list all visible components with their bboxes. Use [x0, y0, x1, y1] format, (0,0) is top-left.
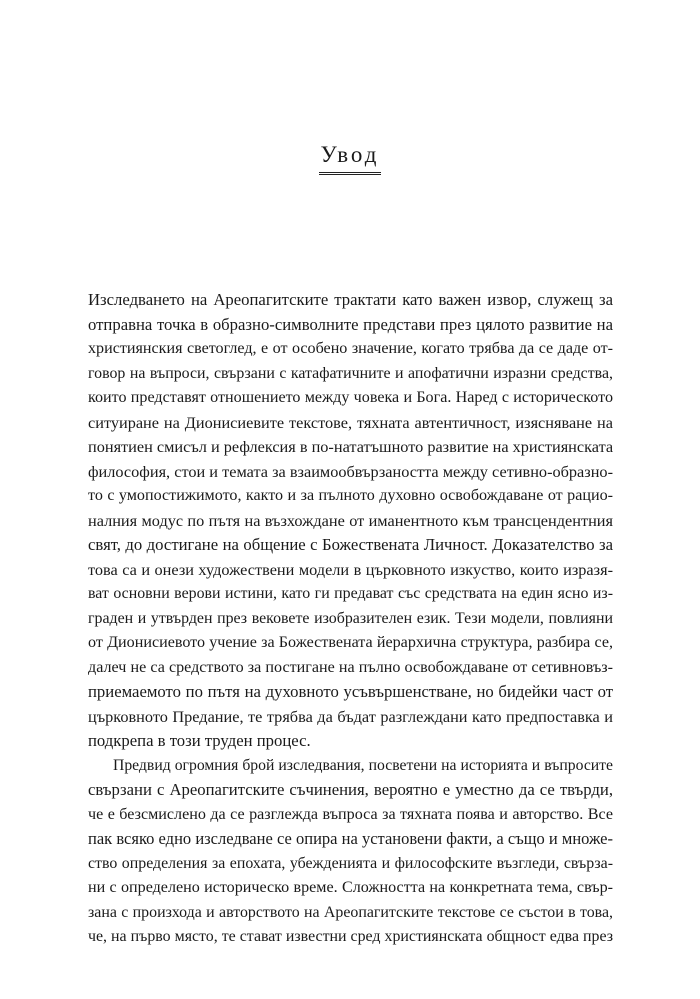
text-line: Предвид огромния брой изследвания, посветени на историята и въпросите — [113, 756, 613, 774]
body-text — [88, 288, 613, 950]
text-line: свят, до достигане на общение с Божествената Личност. Доказателство за — [88, 535, 613, 554]
text-line: понятиен смисъл и рефлексия в по-нататъшното развитие на християнската — [88, 437, 614, 456]
text-line: църковното Предание, те трябва да бъдат разглеждани като предпоставка и — [88, 706, 613, 726]
text-line: философия, стои и темата за взаимообвързаността между сетивно-образно- — [88, 461, 613, 481]
text-line: Изследването на Ареопагитските трактати като важен извор, служещ за — [88, 290, 613, 309]
text-line: свързани с Ареопагитските съчинения, вероятно е уместно да се твърди, — [88, 780, 613, 799]
text-line: отправна точка в образно-символните представи през цялото развитие на — [88, 314, 613, 334]
text-line: далеч не са средството за постигане на пълно освобождаване от сетивновъз- — [88, 658, 613, 676]
text-line: приемаемото по пътя на духовното усъвършенстване, но бидейки част от — [88, 682, 613, 701]
text-line: ват основни верови истини, като ги предават със средствата на един ясно из- — [88, 585, 613, 602]
text-line: говор на въпроси, свързани с катафатичните и апофатични изразни средства, — [88, 364, 613, 382]
text-line: ство определения за епохата, убежденията и философските възгледи, свърза- — [88, 854, 613, 872]
text-line: че е безсмислено да се разглежда въпроса за тяхната поява и авторство. Все — [88, 805, 613, 823]
chapter-title-text: Увод — [319, 141, 382, 175]
text-line: зана с произхода и авторството на Ареопагитските текстове се състои в това, — [88, 903, 613, 921]
text-line: то с умопостижимото, както и за пълното духовно освобождаване от рацио- — [88, 487, 613, 504]
text-line: налния модус по пътя на възхождане от иманентното към трансцендентния — [88, 510, 613, 530]
text-line: граден и утвърден през вековете изобразителен език. Тези модели, повлияни — [88, 609, 613, 627]
text-line: пак всяко едно изследване се опира на установени факти, а също и множе- — [88, 829, 613, 848]
text-line: че, на първо място, те стават известни сред християнската общност едва през — [88, 928, 613, 945]
text-line: ситуиране на Дионисиевите текстове, тяхната автентичност, изясняване на — [88, 412, 613, 432]
text-line: това са и онези художествени модели в църковното изкуство, които изразя- — [88, 559, 613, 579]
paragraph-1 — [88, 288, 613, 754]
text-line: от Дионисиевото учение за Божествената йерархична структура, разбира се, — [88, 634, 613, 651]
text-line: ни с определено историческо време. Сложността на конкретната тема, свър- — [88, 879, 613, 896]
chapter-title — [0, 141, 700, 175]
paragraph-2 — [88, 754, 613, 950]
text-line: които представят отношението между човека и Бога. Наред с историческото — [88, 389, 613, 406]
text-line: подкрепа в този труден процес. — [88, 731, 311, 750]
text-line: християнския светоглед, е от особено значение, когато трябва да се даде от- — [88, 340, 613, 357]
